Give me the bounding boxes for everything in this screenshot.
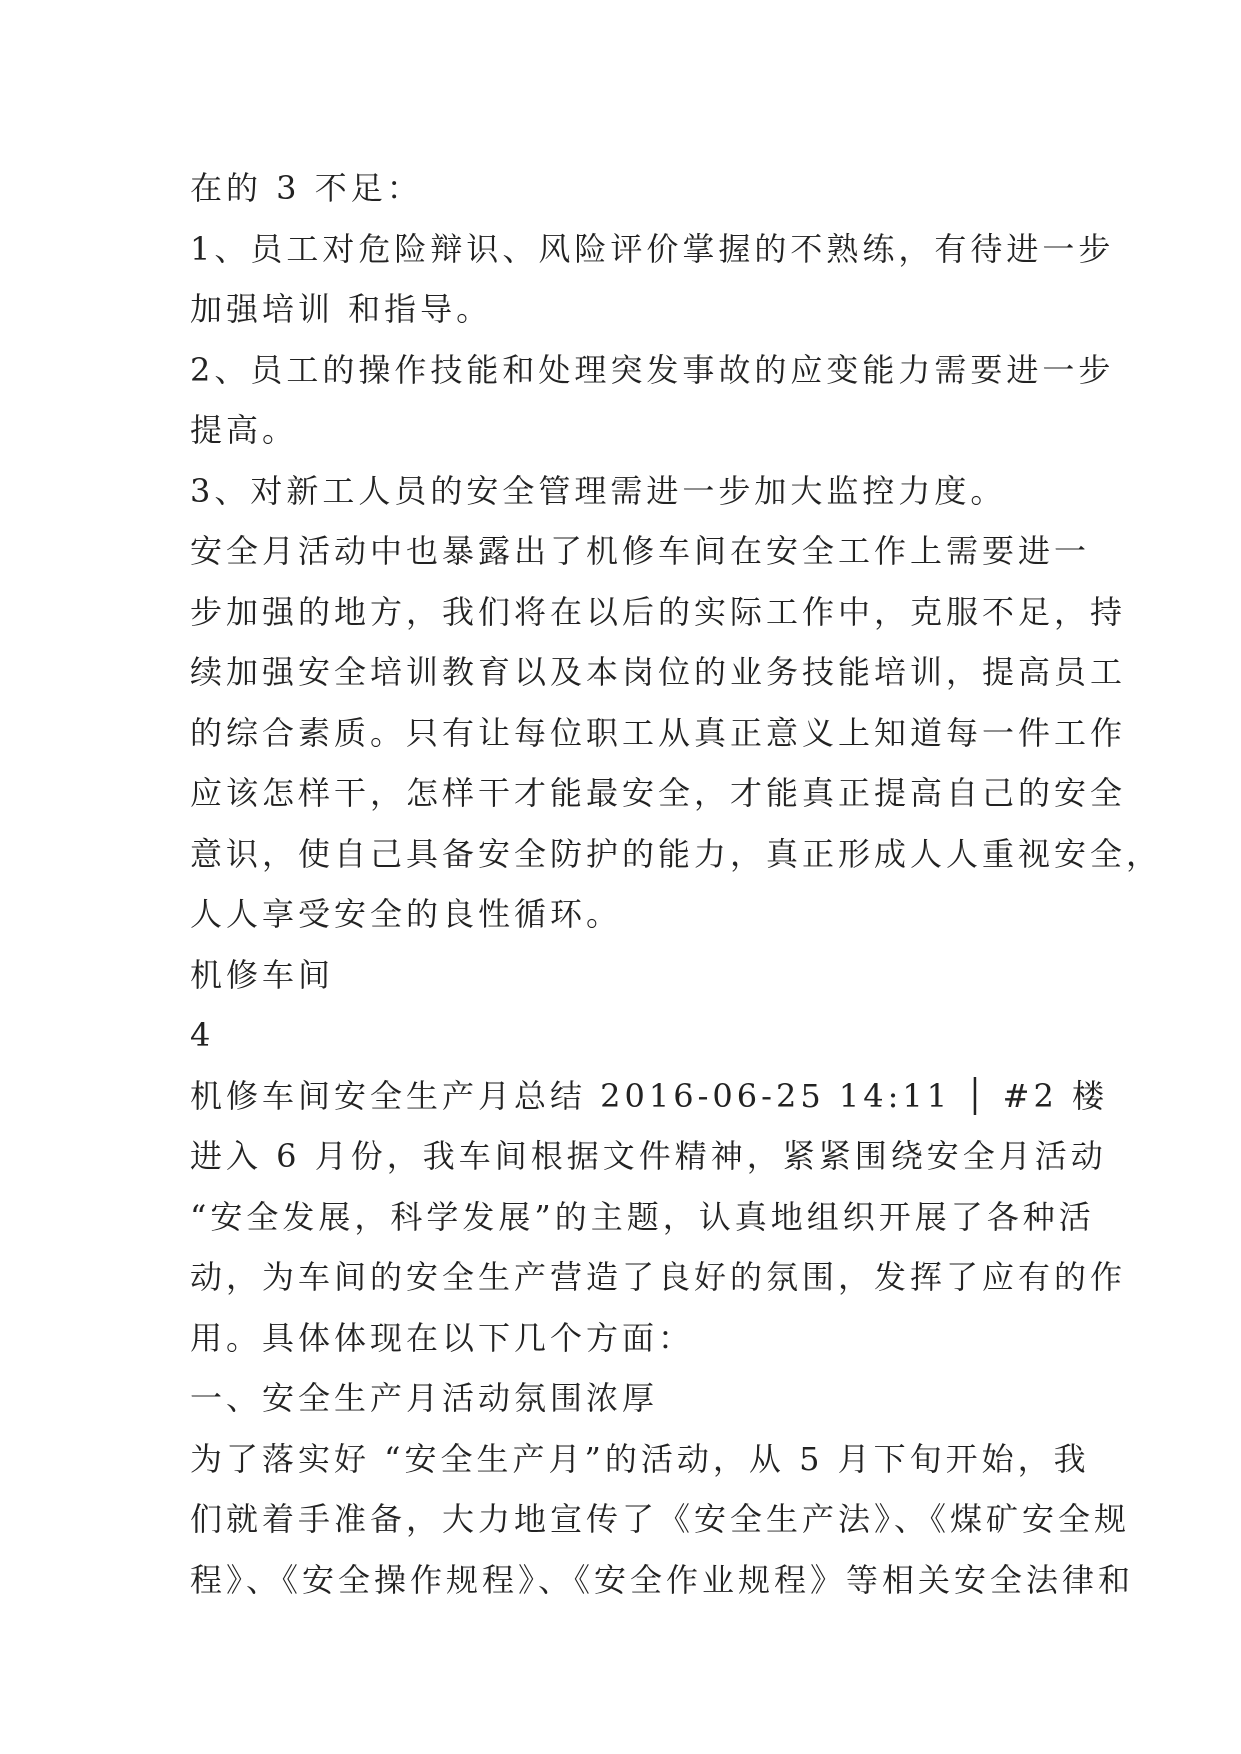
list-item-3: 3、对新工人员的安全管理需进一步加大监控力度。 [190,471,1007,510]
text-line: 在的 3 不足： [190,169,423,207]
paragraph-line: 的综合素质。只有让每位职工从真正意义上知道每一件工作 [190,713,1127,752]
paragraph-line: 意识，使自己具备安全防护的能力，真正形成人人重视安全， [190,834,1163,873]
paragraph-line: 们就着手准备，大力地宣传了《安全生产法》、《煤矿安全规 [190,1500,1131,1538]
signature-department: 机修车间 [190,955,335,994]
paragraph-line: 进入 6 月份，我车间根据文件精神，紧紧围绕安全月活动 [190,1137,1107,1175]
text-line: 加强培训 和指导。 [190,290,493,328]
paragraph-line: 安全月活动中也暴露出了机修车间在安全工作上需要进一 [190,532,1091,570]
paragraph-line: 动，为车间的安全生产营造了良好的氛围，发挥了应有的作 [190,1258,1127,1296]
paragraph-line: 程》、《安全操作规程》、《安全作业规程》等相关安全法律和 [190,1560,1135,1599]
paragraph-line: 为了落实好 “安全生产月”的活动，从 5 月下旬开始，我 [190,1439,1090,1478]
section-heading: 一、安全生产月活动氛围浓厚 [190,1379,659,1417]
document-body [190,158,1163,1610]
list-item-1: 1、员工对危险辩识、风险评价掌握的不熟练，有待进一步 [190,229,1115,268]
paragraph-line: 续加强安全培训教育以及本岗位的业务技能培训，提高员工 [190,653,1127,691]
paragraph-line: 人人享受安全的良性循环。 [190,895,623,933]
page-number: 4 [190,1016,215,1054]
paragraph-line: 应该怎样干，怎样干才能最安全，才能真正提高自己的安全 [190,774,1127,812]
post-header: 机修车间安全生产月总结 2016-06-25 14:11 │ #2 楼 [190,1076,1109,1115]
paragraph-line: 用。具体体现在以下几个方面： [190,1318,695,1357]
paragraph-line: “安全发展，科学发展”的主题，认真地组织开展了各种活 [190,1197,1095,1236]
paragraph-line: 步加强的地方，我们将在以后的实际工作中，克服不足，持 [190,592,1127,631]
list-item-2: 2、员工的操作技能和处理突发事故的应变能力需要进一步 [190,350,1115,389]
text-line: 提高。 [190,411,299,449]
